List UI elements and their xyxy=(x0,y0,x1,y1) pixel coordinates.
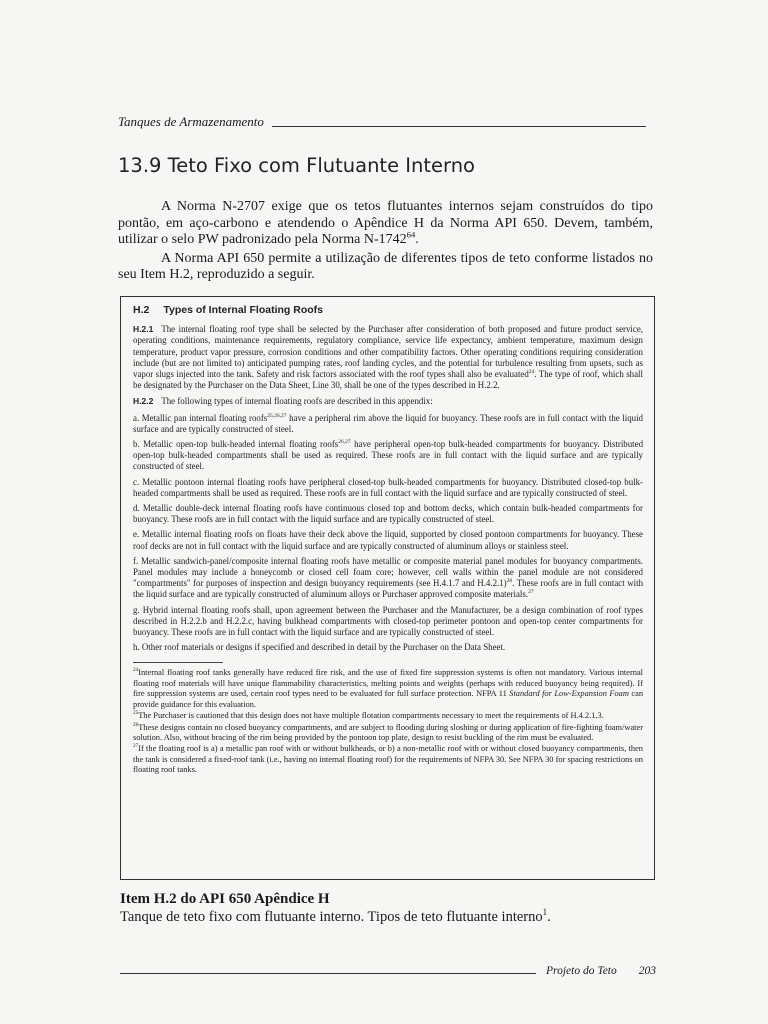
footnote-ref: 26,27 xyxy=(338,439,351,446)
footer-rule xyxy=(120,973,536,974)
section-title: 13.9 Teto Fixo com Flutuante Interno xyxy=(118,154,475,177)
list-item-g: g. Hybrid internal floating roofs shall, upon agreement between the Purchaser and the Manufacturer, be a design combination of roof types described in H.2.2.b and H.2.2.c, having bulkhead compartments with closed-top perimeter pontoon and open-top center compartments for buoyancy. These roofs are in full contact with the liquid surface and are typically constructed of steel. xyxy=(133,604,643,638)
intro-text xyxy=(118,199,653,284)
footnote-ref: 64 xyxy=(406,229,416,240)
running-footer xyxy=(120,965,656,977)
list-item-d: d. Metallic double-deck internal floating roofs have continuous closed top and bottom decks, which contain bulk-headed compartments for buoyancy. These roofs are in full contact with the liquid surface and are typically constructed of steel. xyxy=(133,503,643,525)
footnote-ref: 24 xyxy=(528,369,535,376)
excerpt-title-number: H.2 xyxy=(133,304,150,316)
excerpt-title xyxy=(133,305,643,316)
figure-caption-title: Item H.2 do API 650 Apêndice H xyxy=(120,891,330,907)
footnote-separator xyxy=(133,662,223,663)
footnote-25: $^{25}$The Purchaser is cautioned that this design does not have multiple flotation compartments necessary to meet the requirements of H.4.2.1.3. xyxy=(133,710,604,721)
list-item-f: f. Metallic sandwich-panel/composite internal floating roofs have metallic or composite material panel modules for buoyancy compartments. Panel modules may include a honeycomb or closed cell foam core; however, cell walls within the panel module are not considered "compartments" for purposes of inspection and design buoyancy requirements (see H.4.1.7 and H.4.2.1)$^{28}$. These roofs are in full contact with the liquid surface and are typically constructed of aluminum alloys or Purchaser approved composite materials.$^{27}$ xyxy=(133,555,644,600)
clause-h-2-1: H.2.1 The internal floating roof type shall be selected by the Purchaser after consideration of both proposed and future product service, operating conditions, maintenance requirements, regulatory compliance, service life expectancy, ambient temperature, maximum design temperature, product vapor pressure, corrosion conditions and other compatibility factors. Other operating conditions requiring consideration include (but are not limited to) anticipated pumping rates, roof landing cycles, and the potential for turbulence resulting from upsets, such as vapor slugs injected into the tank. Safety and risk factors associated with the roof types shall also be evaluated$^{24}$. The type of roof, which shall be designated by the Purchaser on the Data Sheet, Line 30, shall be one of the types described in H.2.2. xyxy=(133,324,643,391)
list-item-h: h. Other roof materials or designs if specified and described in detail by the Purchaser on the Data Sheet. xyxy=(133,642,506,653)
footnote-ref: 1 xyxy=(542,907,548,918)
clause-number: H.2.1 xyxy=(133,324,154,335)
list-item-b: b. Metallic open-top bulk-headed internal floating roofs$^{26,27}$ have peripheral open-top bulk-headed compartments for buoyancy. Distributed open-top bulk-headed compartments shall be used as required. These roofs are in full contact with the liquid surface and are typically constructed of steel. xyxy=(133,439,644,472)
running-header-title: Tanques de Armazenamento xyxy=(118,114,264,129)
header-rule xyxy=(272,126,646,127)
api-650-excerpt-box xyxy=(120,296,655,880)
running-header xyxy=(118,114,646,130)
intro-paragraph-1: A Norma N-2707 exige que os tetos flutuantes internos sejam construídos do tipo pontão, em aço-carbono e atendendo o Apêndice H da Norma API 650. Devem, também, utilizar o selo PW padronizado pela Norma N-1742$^{64}$. xyxy=(118,199,653,247)
page-number: 203 xyxy=(638,965,656,977)
running-footer-title: Projeto do Teto xyxy=(546,965,617,977)
footnote-24: $^{24}$Internal floating roof tanks generally have reduced fire risk, and the use of fixed fire suppression systems is often not mandatory. Various internal floating roof materials will have unique flammability characteristics, melting points and weights (perhaps with reduced buoyancy being required). If fire suppression systems are used, certain roof types need to be evaluated for full surface protection. NFPA 11 Standard for Low-Expansion Foam can provide guidance for this evaluation. xyxy=(133,667,644,709)
intro-paragraph-2: A Norma API 650 permite a utilização de diferentes tipos de teto conforme listados no seu Item H.2, reproduzido a seguir. xyxy=(118,250,653,282)
footnote-ref: 27 xyxy=(528,589,534,596)
list-item-e: e. Metallic internal floating roofs on floats have their deck above the liquid, supported by closed pontoon compartments for buoyancy. These roof decks are not in full contact with the liquid surface and are typically constructed of aluminum alloys or stainless steel. xyxy=(133,529,643,551)
footnote-27: $^{27}$If the floating roof is a) a metallic pan roof with or without bulkheads, or b) a non-metallic roof with or without closed buoyancy compartments, then the tank is considered a fixed-roof tank (i.e., having no internal floating roof) for the requirements of NFPA 30. See NFPA 30 for spacing restrictions on floating roof tanks. xyxy=(133,743,643,775)
footnote-ref: 28 xyxy=(506,578,513,585)
list-item-c: c. Metallic pontoon internal floating roofs have peripheral closed-top bulk-headed compartments for buoyancy. Distributed closed-top bulk-headed compartments shall be used as required. These roofs are in full contact with the liquid surface and are typically constructed of steel. xyxy=(133,476,643,498)
figure-caption-text: Tanque de teto fixo com flutuante interno. Tipos de teto flutuante interno$^1$. xyxy=(120,907,551,925)
clause-h-2-2: H.2.2 The following types of internal floating roofs are described in this appendix: xyxy=(133,396,433,407)
excerpt-title-text: Types of Internal Floating Roofs xyxy=(163,304,323,316)
footnote-26: $^{26}$These designs contain no closed buoyancy compartments, and are subject to flooding during sloshing or during application of fire-fighting foam/water solution. Also, without bracing of the rim being provided by the pontoon top plate, design to resist buckling of the rim must be evaluated. xyxy=(133,721,643,742)
clause-number: H.2.2 xyxy=(133,396,154,407)
list-item-a: a. Metallic pan internal floating roofs$^{25,26,27}$ have a peripheral rim above the liquid for buoyancy. These roofs are in full contact with the liquid surface and are typically constructed of steel. xyxy=(133,412,643,434)
footnote-ref: 25,26,27 xyxy=(267,412,287,419)
